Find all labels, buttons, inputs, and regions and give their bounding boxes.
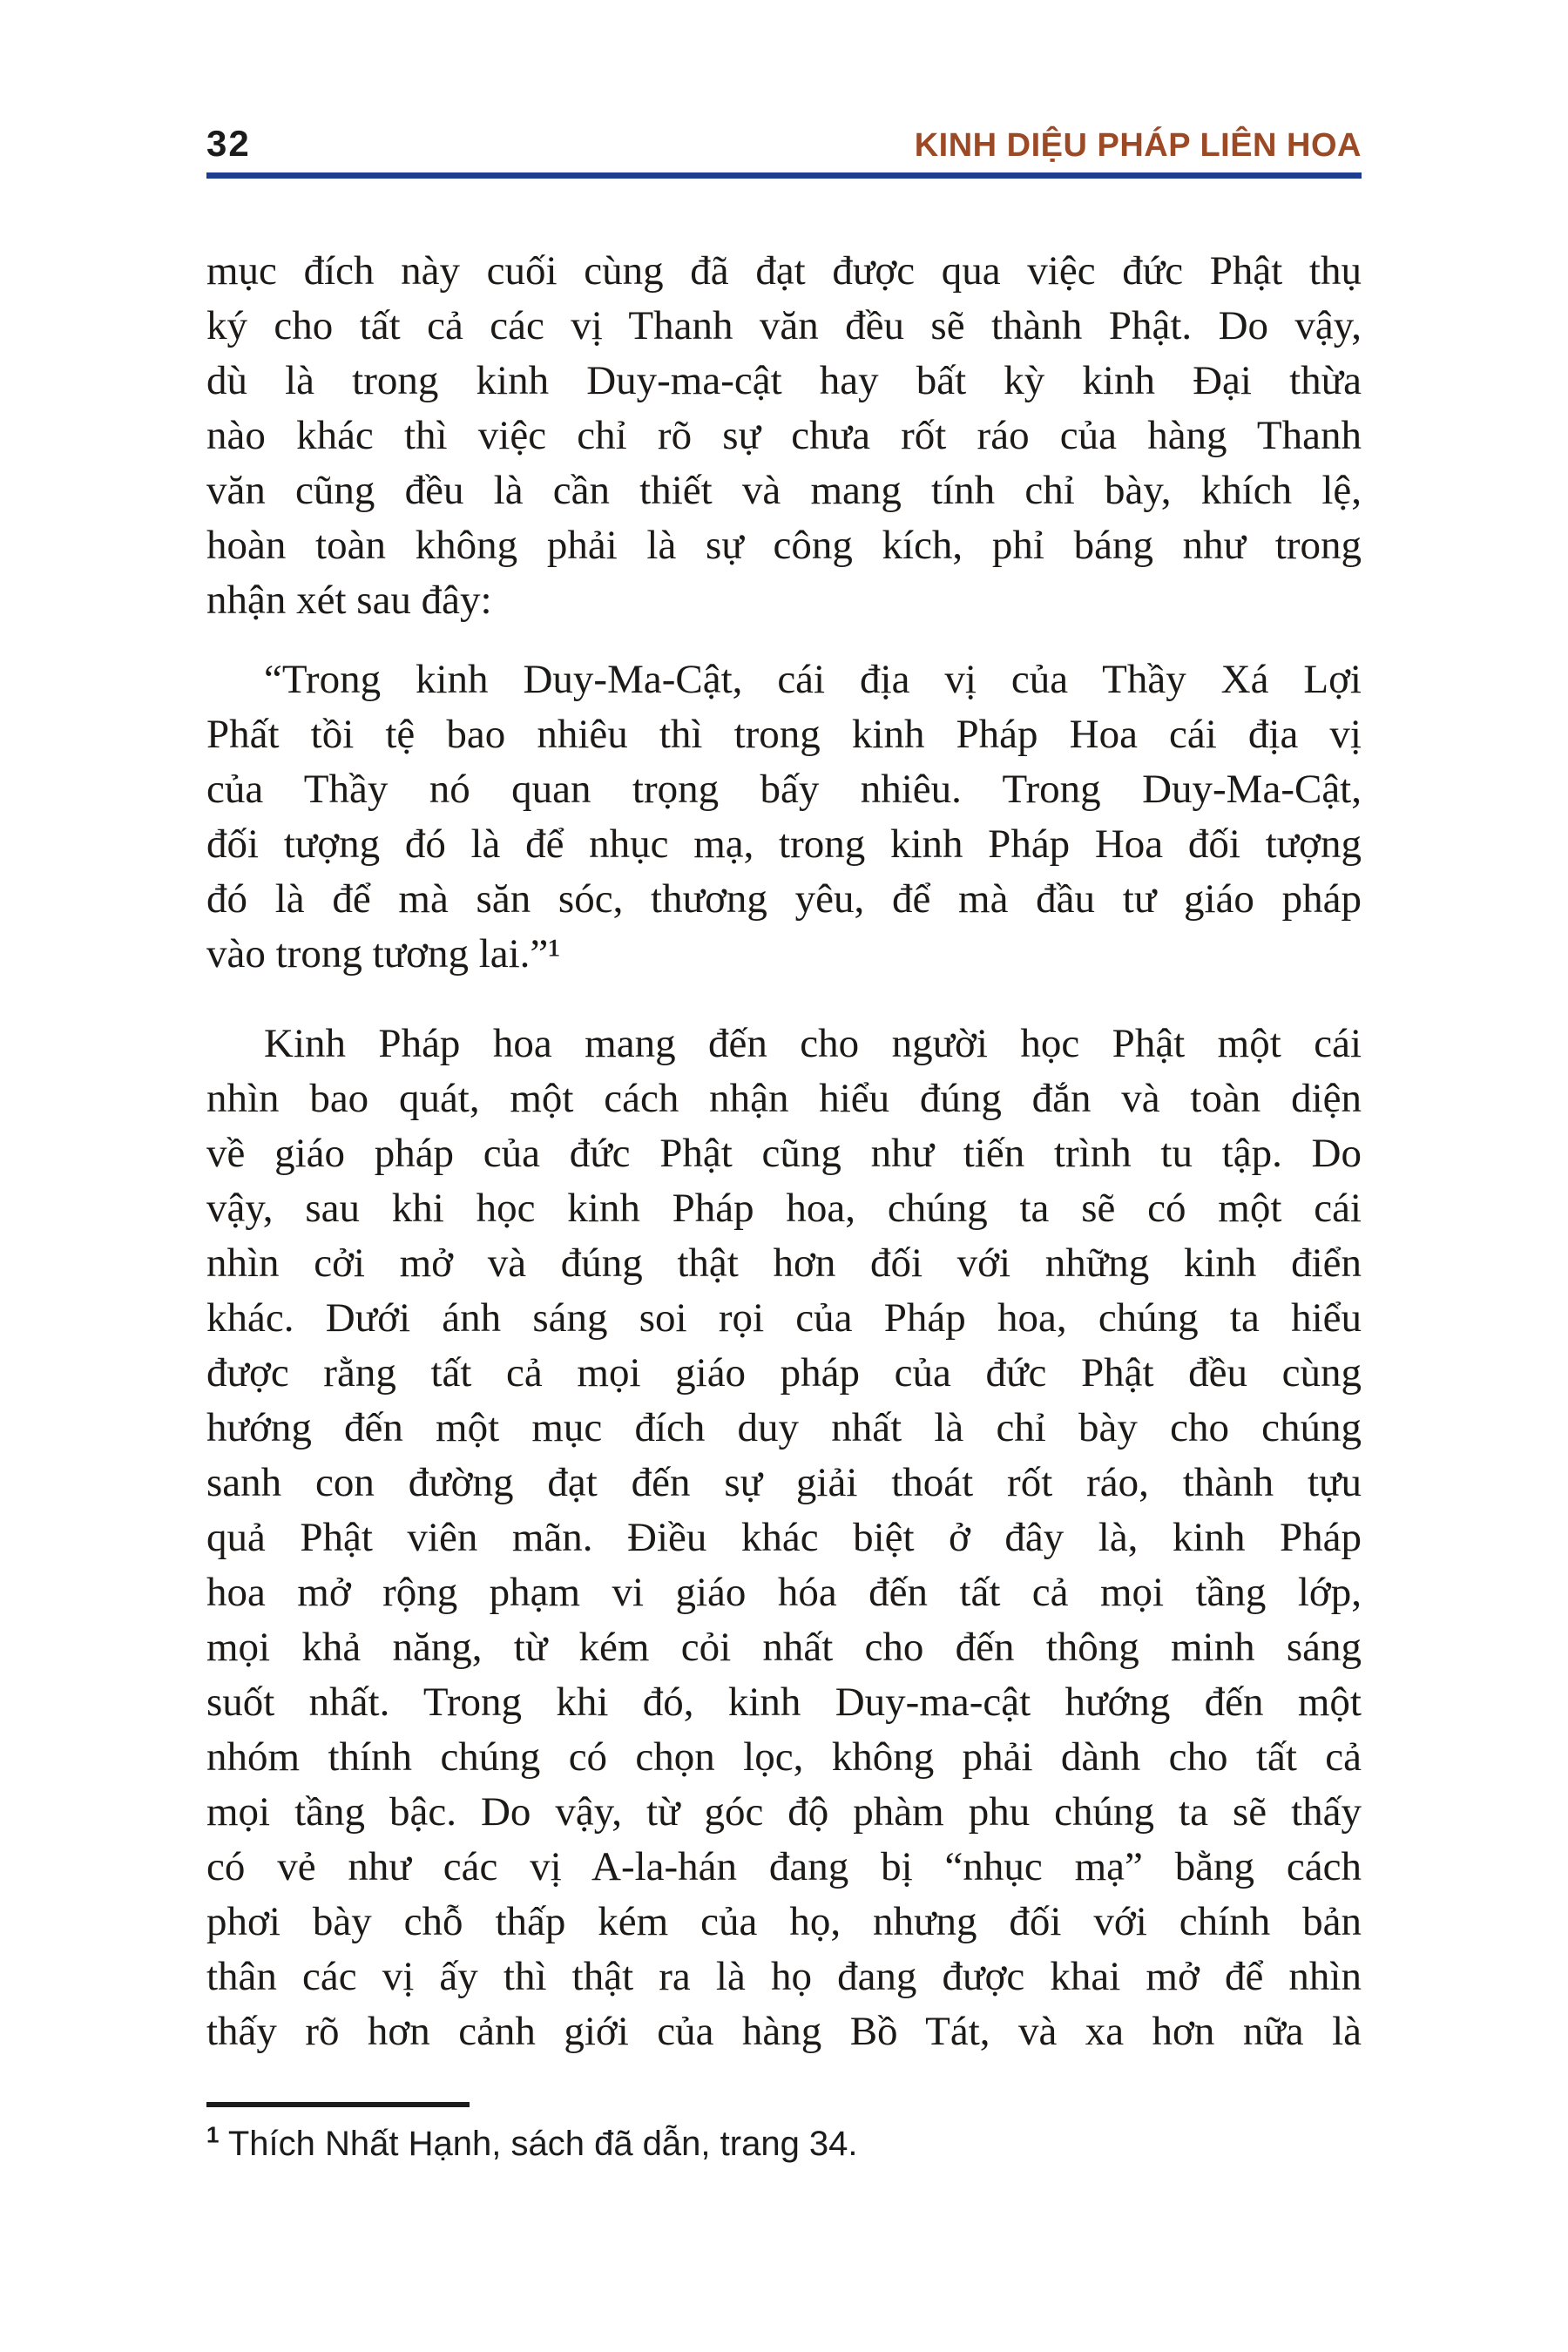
text-line: hoa mở rộng phạm vi giáo hóa đến tất cả mọi tầng lớp, <box>206 1570 1362 1615</box>
text-line: thân các vị ấy thì thật ra là họ đang được khai mở để nhìn <box>206 1954 1362 1999</box>
text-line: vào trong tương lai.”¹ <box>206 931 561 977</box>
text-line: về giáo pháp của đức Phật cũng như tiến trình tu tập. Do <box>206 1131 1362 1176</box>
paragraph <box>206 244 1362 628</box>
text-line: nhìn bao quát, một cách nhận hiểu đúng đắn và toàn diện <box>206 1076 1362 1121</box>
text-line: dù là trong kinh Duy-ma-cật hay bất kỳ kinh Đại thừa <box>206 358 1362 403</box>
text-line: mọi khả năng, từ kém cỏi nhất cho đến thông minh sáng <box>206 1625 1362 1670</box>
running-header <box>206 120 1362 162</box>
text-line: “Trong kinh Duy-Ma-Cật, cái địa vị của Thầy Xá Lợi <box>264 657 1362 702</box>
text-line: được rằng tất cả mọi giáo pháp của đức Phật đều cùng <box>206 1350 1362 1396</box>
text-line: của Thầy nó quan trọng bấy nhiêu. Trong Duy-Ma-Cật, <box>206 767 1362 812</box>
text-line: nào khác thì việc chỉ rõ sự chưa rốt ráo của hàng Thanh <box>206 413 1362 458</box>
text-line: mọi tầng bậc. Do vậy, từ góc độ phàm phu chúng ta sẽ thấy <box>206 1789 1362 1835</box>
text-line: thấy rõ hơn cảnh giới của hàng Bồ Tát, và xa hơn nữa là <box>206 2009 1362 2054</box>
paragraph <box>206 652 1362 982</box>
text-line: phơi bày chỗ thấp kém của họ, nhưng đối với chính bản <box>206 1899 1362 1944</box>
text-line: có vẻ như các vị A-la-hán đang bị “nhục mạ” bằng cách <box>206 1844 1362 1889</box>
text-line: văn cũng đều là cần thiết và mang tính chỉ bày, khích lệ, <box>206 468 1362 513</box>
text-line: hoàn toàn không phải là sự công kích, phỉ báng như trong <box>206 523 1362 568</box>
text-line: nhóm thính chúng có chọn lọc, không phải dành cho tất cả <box>206 1734 1362 1780</box>
footnote <box>206 2123 1362 2165</box>
page-number: 32 <box>206 123 251 164</box>
text-line: nhìn cởi mở và đúng thật hơn đối với những kinh điển <box>206 1240 1362 1286</box>
running-title: KINH DIỆU PHÁP LIÊN HOA <box>914 127 1362 164</box>
text-line: sanh con đường đạt đến sự giải thoát rốt ráo, thành tựu <box>206 1460 1362 1505</box>
text-line: quả Phật viên mãn. Điều khác biệt ở đây là, kinh Pháp <box>206 1515 1362 1560</box>
text-line: đó là để mà săn sóc, thương yêu, để mà đầu tư giáo pháp <box>206 876 1362 922</box>
text-line: đối tượng đó là để nhục mạ, trong kinh Pháp Hoa đối tượng <box>206 821 1362 867</box>
body-text <box>206 244 1362 2059</box>
footnote-marker: 1 <box>206 2121 220 2148</box>
text-line: Phất tồi tệ bao nhiêu thì trong kinh Pháp Hoa cái địa vị <box>206 712 1362 757</box>
paragraph <box>206 1017 1362 2059</box>
footnote-separator <box>206 2102 470 2107</box>
text-line: khác. Dưới ánh sáng soi rọi của Pháp hoa, chúng ta hiểu <box>206 1295 1362 1341</box>
text-line: Kinh Pháp hoa mang đến cho người học Phật một cái <box>264 1021 1362 1066</box>
text-line: mục đích này cuối cùng đã đạt được qua việc đức Phật thụ <box>206 248 1362 294</box>
text-line: ký cho tất cả các vị Thanh văn đều sẽ thành Phật. Do vậy, <box>206 303 1362 348</box>
header-rule <box>206 172 1362 179</box>
text-line: hướng đến một mục đích duy nhất là chỉ bày cho chúng <box>206 1405 1362 1450</box>
text-line: vậy, sau khi học kinh Pháp hoa, chúng ta sẽ có một cái <box>206 1186 1362 1231</box>
text-line: nhận xét sau đây: <box>206 578 492 623</box>
text-line: suốt nhất. Trong khi đó, kinh Duy-ma-cật hướng đến một <box>206 1680 1362 1725</box>
footnote-text: Thích Nhất Hạnh, sách đã dẫn, trang 34. <box>227 2125 858 2163</box>
